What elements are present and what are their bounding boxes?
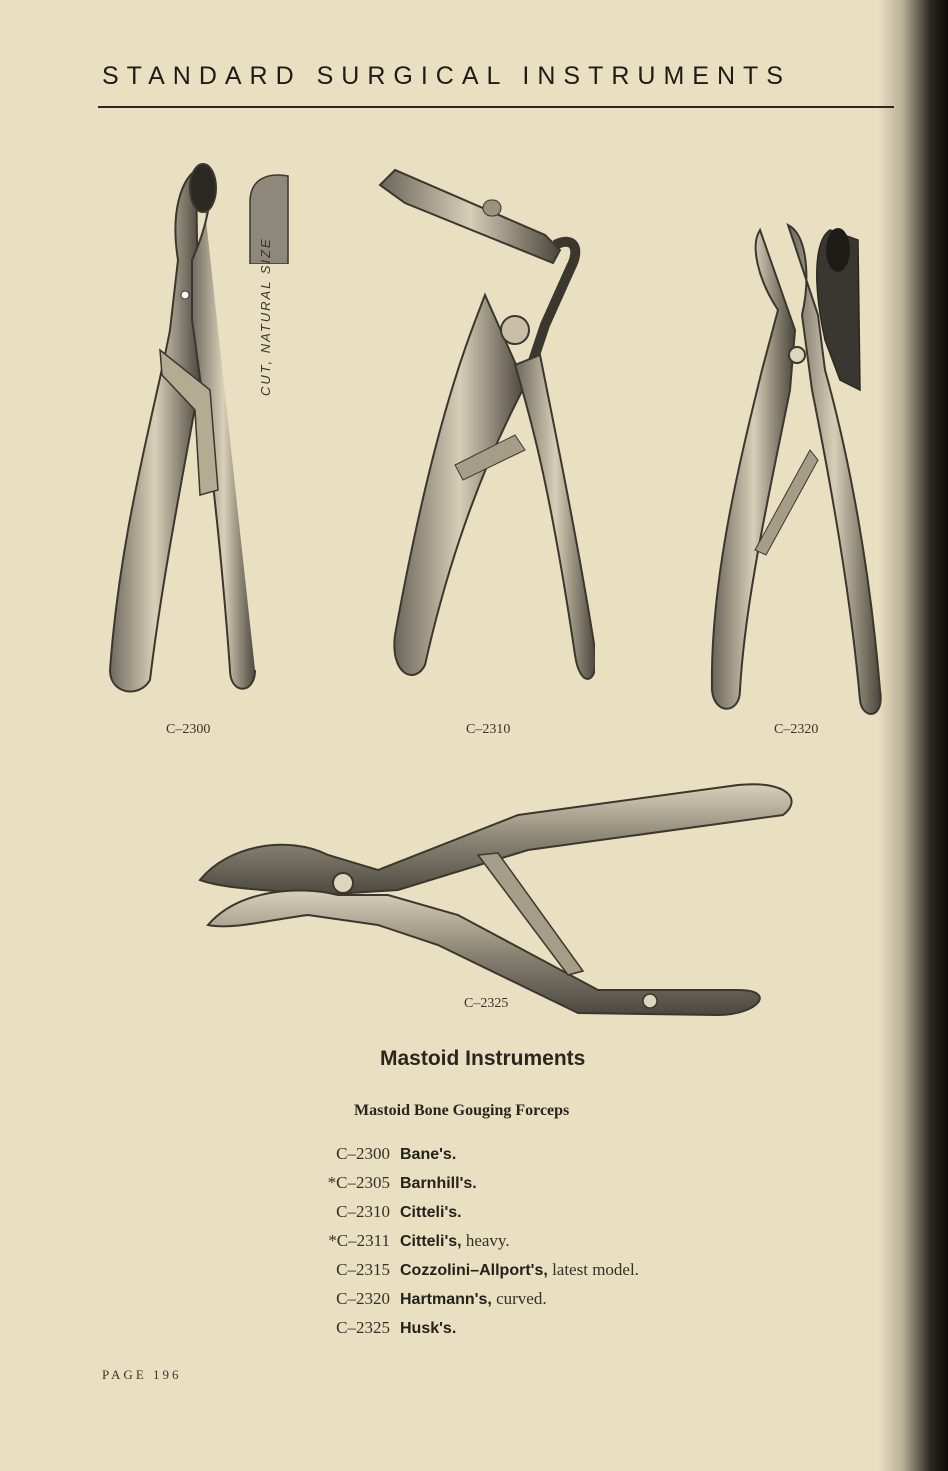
catalog-item	[290, 1231, 790, 1260]
catalog-item	[290, 1318, 790, 1347]
figure-caption-c2310: C–2310	[466, 722, 511, 737]
catalog-code: C–2315	[336, 1260, 390, 1279]
catalog-desc: heavy.	[461, 1231, 510, 1250]
natural-size-note: CUT, NATURAL SIZE	[258, 237, 273, 396]
catalog-name: Citteli's.	[400, 1204, 462, 1221]
catalog-name: Citteli's,	[400, 1233, 462, 1250]
catalog-name: Bane's.	[400, 1146, 457, 1163]
forceps-illustration-c2320	[700, 220, 900, 720]
catalog-item	[290, 1144, 790, 1173]
page-header: STANDARD SURGICAL INSTRUMENTS	[102, 62, 791, 90]
section-title: Mastoid Instruments	[380, 1047, 586, 1070]
catalog-name: Husk's.	[400, 1320, 457, 1337]
catalog-item	[290, 1173, 790, 1202]
catalog-item	[290, 1260, 790, 1289]
forceps-illustration-c2300	[100, 150, 260, 710]
figure-caption-c2320: C–2320	[774, 722, 819, 737]
catalog-desc: latest model.	[547, 1260, 639, 1279]
catalog-name: Barnhill's.	[400, 1175, 477, 1192]
catalog-code: C–2310	[336, 1202, 390, 1221]
catalog-item	[290, 1202, 790, 1231]
catalog-name: Cozzolini–Allport's,	[400, 1262, 548, 1279]
forceps-illustration-c2325	[198, 775, 803, 1020]
catalog-code: C–2320	[336, 1289, 390, 1308]
catalog-list	[290, 1144, 790, 1347]
catalog-code: *C–2305	[327, 1173, 390, 1192]
catalog-code: C–2325	[336, 1318, 390, 1337]
catalog-name: Hartmann's,	[400, 1291, 492, 1308]
section-subtitle: Mastoid Bone Gouging Forceps	[354, 1102, 570, 1119]
figure-caption-c2300: C–2300	[166, 722, 211, 737]
header-rule	[98, 106, 894, 108]
forceps-illustration-c2310	[375, 155, 595, 710]
catalog-item	[290, 1289, 790, 1318]
figure-caption-c2325: C–2325	[464, 996, 509, 1011]
catalog-desc: curved.	[491, 1289, 547, 1308]
catalog-code: *C–2311	[328, 1231, 390, 1250]
catalog-code: C–2300	[336, 1144, 390, 1163]
page-number: PAGE 196	[102, 1367, 182, 1382]
